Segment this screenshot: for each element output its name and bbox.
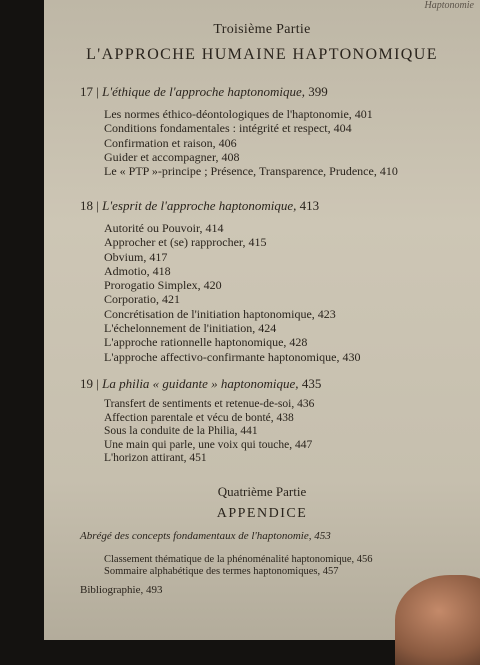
chapter-17-entries xyxy=(104,107,398,178)
chapter-page: 399 xyxy=(308,84,328,99)
chapter-18-heading xyxy=(80,198,319,214)
toc-entry: Guider et accompagner, 408 xyxy=(104,149,240,164)
chapter-number: 18 xyxy=(80,198,93,213)
chapter-title: L'esprit de l'approche haptonomique, xyxy=(102,198,297,213)
toc-subentry: Classement thématique de la phénoménalité haptonomique, 456 xyxy=(104,554,373,565)
chapter-title: La philia « guidante » haptonomique, xyxy=(102,376,299,391)
toc-entry: Concrétisation de l'initiation haptonomique, 423 xyxy=(104,306,336,321)
toc-entry: Affection parentale et vécu de bonté, 438 xyxy=(104,411,294,424)
toc-entry: L'approche rationnelle haptonomique, 428 xyxy=(104,335,308,350)
toc-entry: Confirmation et raison, 406 xyxy=(104,135,237,150)
chapter-separator: | xyxy=(96,376,103,391)
toc-entry: Le « PTP »-principe ; Présence, Transparence, Prudence, 410 xyxy=(104,164,398,179)
running-head: Haptonomie xyxy=(424,0,474,11)
chapter-page: 435 xyxy=(301,376,322,391)
chapter-18-entries xyxy=(104,221,361,364)
toc-entry: Transfert de sentiments et retenue-de-soi, 436 xyxy=(104,398,315,410)
chapter-separator: | xyxy=(96,198,103,213)
book-page xyxy=(44,0,480,640)
toc-entry: Les normes éthico-déontologiques de l'haptonomie, 401 xyxy=(104,107,373,121)
chapter-19-entries xyxy=(104,398,314,466)
toc-entry: L'horizon attirant, 451 xyxy=(104,452,207,464)
chapter-title: L'éthique de l'approche haptonomique, xyxy=(102,84,306,99)
toc-entry: L'approche affectivo-confirmante haptonomique, 430 xyxy=(104,349,361,364)
part3-title: L'APPROCHE HUMAINE HAPTONOMIQUE xyxy=(86,46,438,63)
part3-label: Troisième Partie xyxy=(213,22,311,37)
chapter-page: 413 xyxy=(299,198,320,213)
abrege-entry: Abrégé des concepts fondamentaux de l'haptonomie, 453 xyxy=(80,530,331,542)
chapter-separator: | xyxy=(96,84,103,99)
toc-entry: Autorité ou Pouvoir, 414 xyxy=(104,221,224,235)
bibliographie-entry: Bibliographie, 493 xyxy=(80,584,163,596)
toc-entry: Sous la conduite de la Philia, 441 xyxy=(104,425,258,437)
part4-label: Quatrième Partie xyxy=(217,484,307,499)
toc-entry: Approcher et (se) rapprocher, 415 xyxy=(104,235,267,250)
chapter-number: 17 xyxy=(80,84,93,99)
chapter-number: 19 xyxy=(80,376,93,391)
toc-entry: Une main qui parle, une voix qui touche, 447 xyxy=(104,438,313,451)
toc-entry: Conditions fondamentales : intégrité et respect, 404 xyxy=(104,121,352,136)
toc-entry: L'échelonnement de l'initiation, 424 xyxy=(104,321,277,336)
toc-entry: Admotio, 418 xyxy=(104,263,171,278)
toc-subentry: Sommaire alphabétique des termes haptonomiques, 457 xyxy=(104,566,339,577)
appendice-subentries xyxy=(104,554,373,578)
chapter-17-heading xyxy=(80,84,328,100)
toc-entry: Prorogatio Simplex, 420 xyxy=(104,278,222,293)
toc-entry: Obvium, 417 xyxy=(104,249,168,264)
appendice-title: APPENDICE xyxy=(216,506,308,521)
toc-entry: Corporatio, 421 xyxy=(104,292,180,307)
chapter-19-heading xyxy=(80,376,321,392)
